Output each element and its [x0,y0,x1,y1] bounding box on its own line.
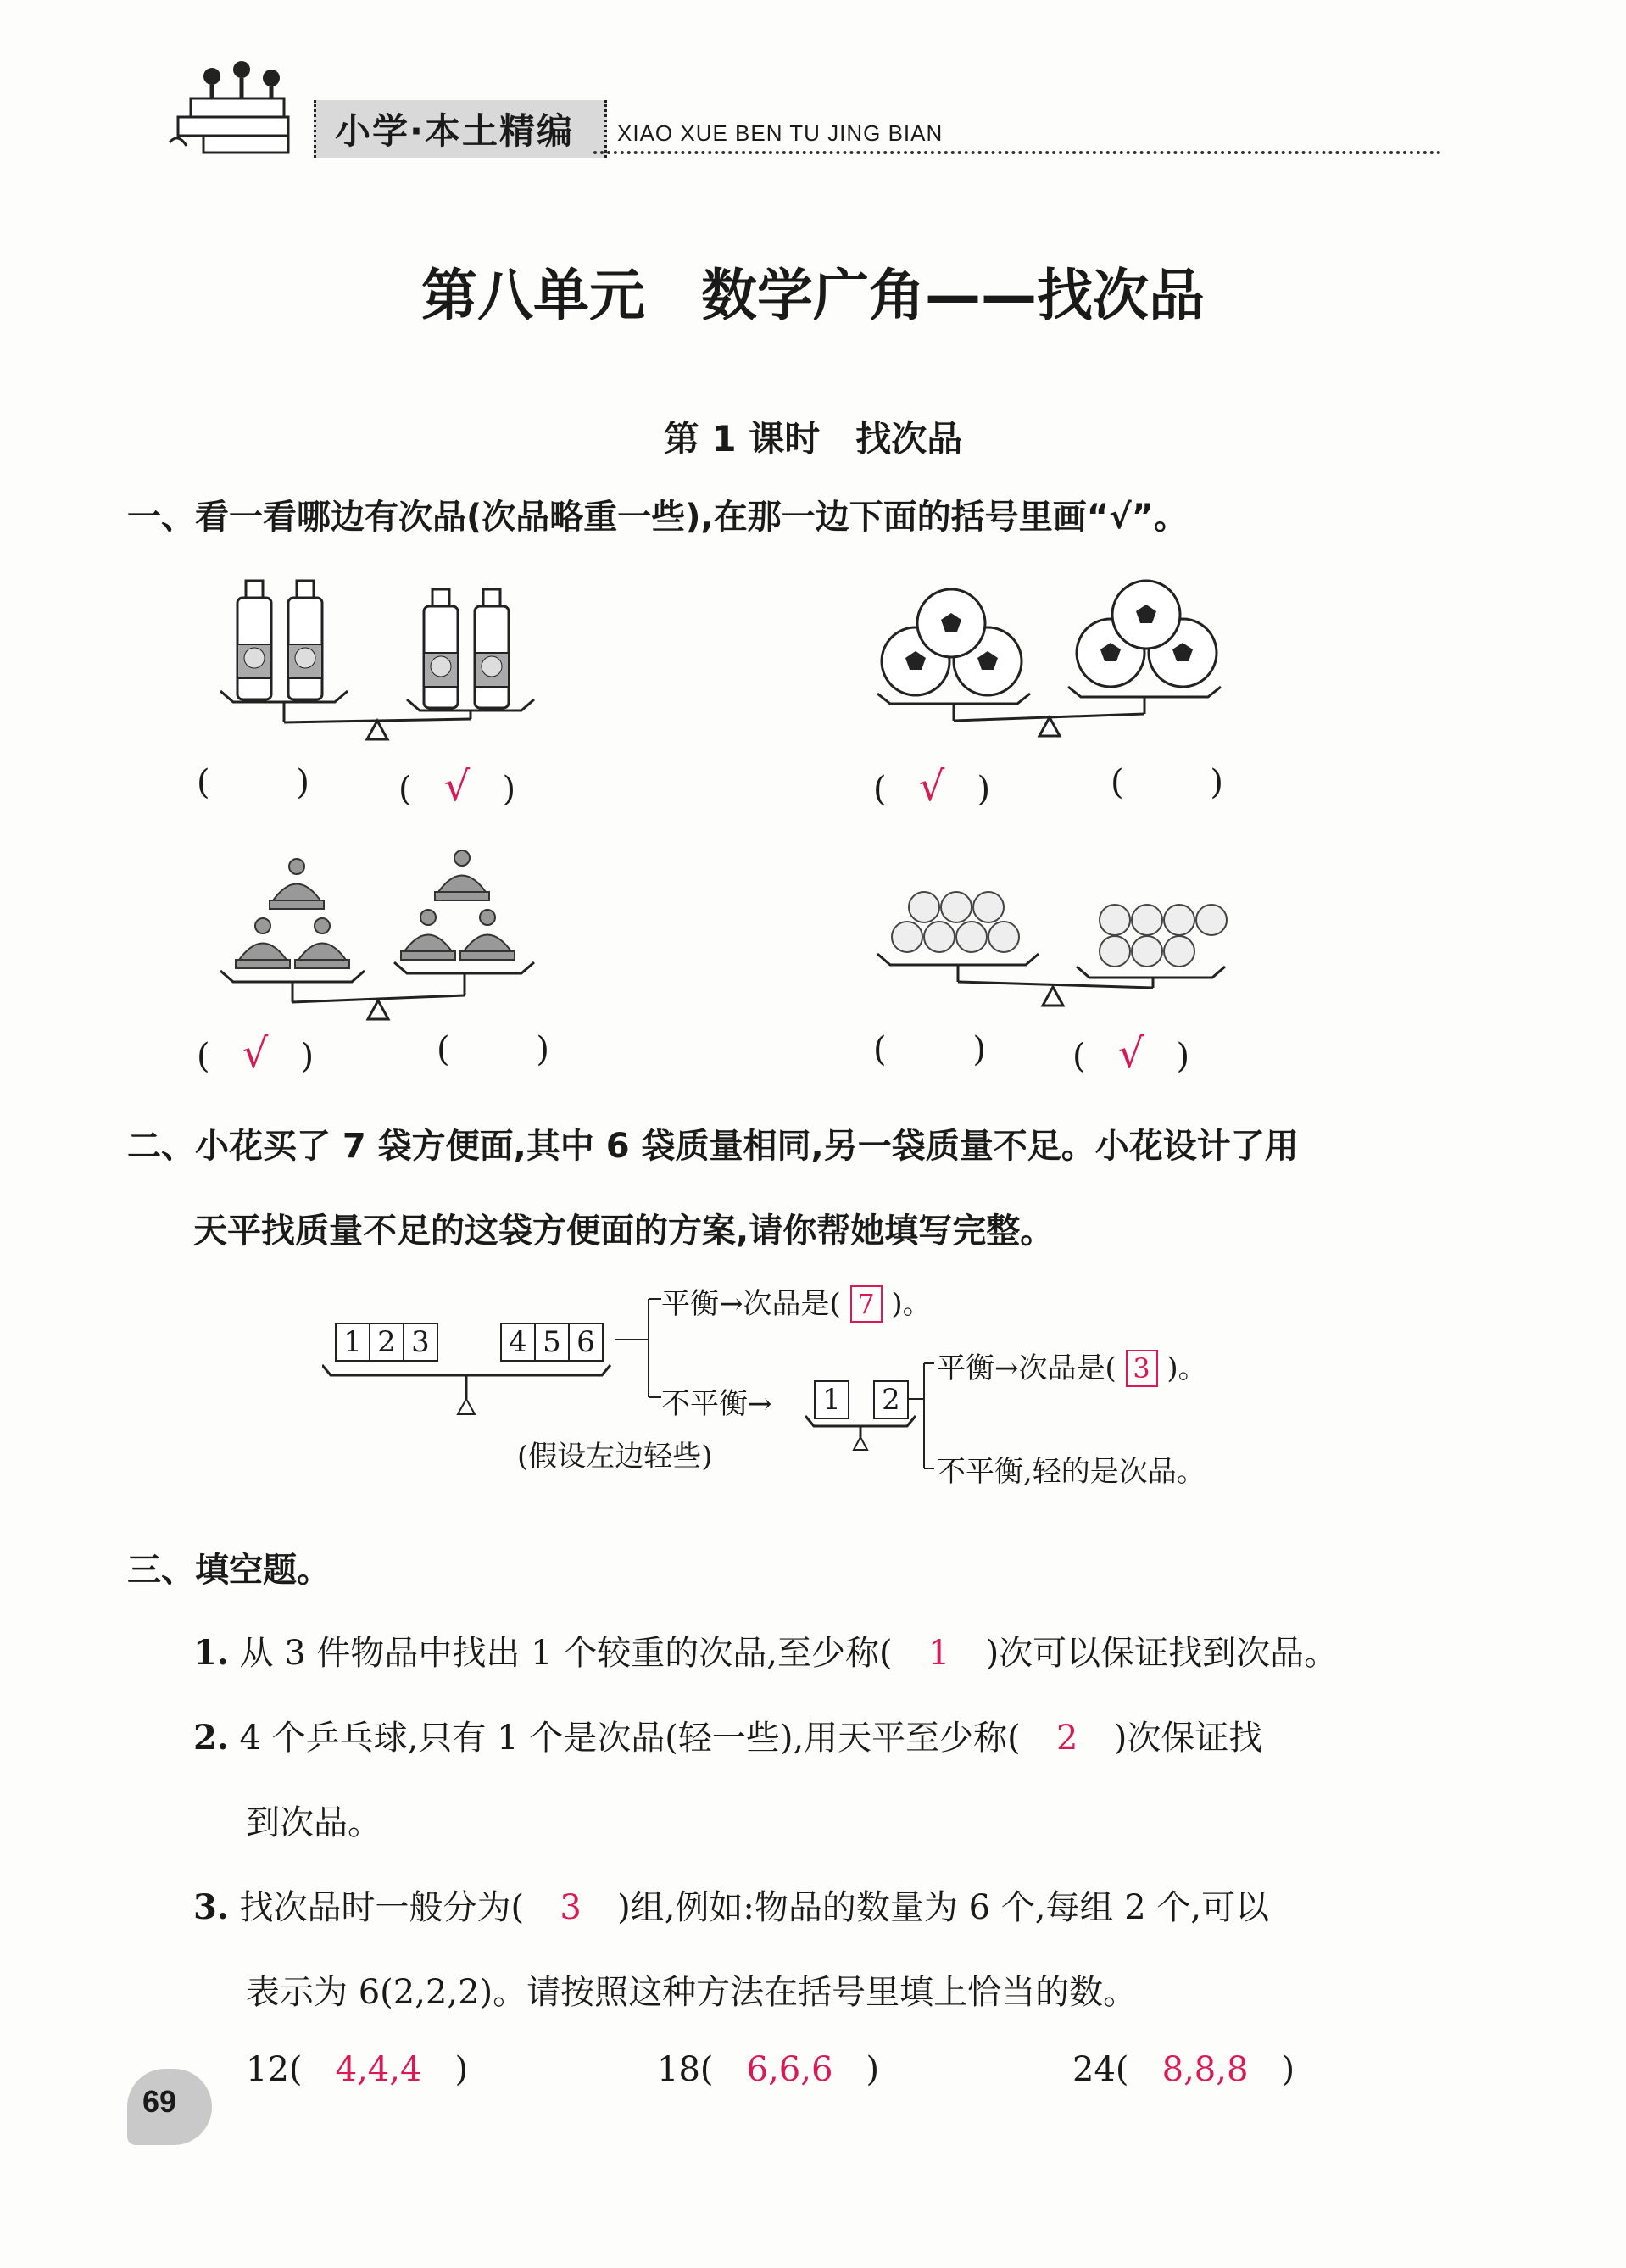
lesson-title: 第 1 课时 找次品 [663,418,963,460]
check-mark: √ [443,763,471,811]
unit-title: 第八单元 数学广角——找次品 [421,263,1205,328]
question-2-cont: 到次品。 [246,1803,381,1842]
item-box: 6 [570,1323,604,1362]
question-3: 3. 找次品时一般分为( 3 )组,例如:物品的数量为 6 个,每组 2 个,可以 [193,1887,1270,1927]
branch-unbalance: 不平衡→ [661,1387,772,1421]
scale-bottles [212,577,551,746]
item-box: 3 [404,1323,438,1362]
scale3-right-parens[interactable]: ( ) [437,1030,549,1069]
section3-heading: 三、填空题。 [127,1551,331,1590]
sub-branch-balance: 平衡→次品是( 3 )。 [937,1351,1207,1385]
scale1-left-parens[interactable]: ( ) [197,763,309,802]
series-title-pinyin: XIAO XUE BEN TU JING BIAN [617,120,944,146]
question-1: 1. 从 3 件物品中找出 1 个较重的次品,至少称( 1 )次可以保证找到次品。 [193,1633,1339,1673]
scale4-right-parens[interactable]: ( √ ) [1072,1030,1190,1078]
question-3-cont: 表示为 6(2,2,2)。请按照这种方法在括号里填上恰当的数。 [246,1973,1138,2012]
check-mark: √ [242,1030,269,1078]
fill-12: 12( 4,4,4 ) [246,2050,469,2089]
group-left-boxes [335,1323,438,1362]
answer-box[interactable]: 7 [850,1285,883,1323]
section2-heading-line2: 天平找质量不足的这袋方便面的方案,请你帮她填写完整。 [193,1212,1055,1251]
branch-balance: 平衡→次品是( 7 )。 [661,1287,932,1321]
item-box: 2 [370,1323,404,1362]
scale-knit-hats [212,848,551,1026]
assumption-note: (假设左边轻些) [517,1440,713,1474]
scale-soccer-balls [865,568,1229,746]
sub-branch-unbalance: 不平衡,轻的是次品。 [937,1455,1206,1489]
scale4-left-parens[interactable]: ( ) [873,1030,986,1069]
bottle-icon [237,581,509,708]
item-box: 4 [500,1323,536,1362]
answer-blank[interactable]: 2 [1056,1719,1078,1758]
answer-blank[interactable]: 4,4,4 [335,2050,422,2089]
question-2: 2. 4 个乒乓球,只有 1 个是次品(轻一些),用天平至少称( 2 )次保证找 [193,1718,1263,1758]
knit-hat-icon [236,850,515,968]
section1-heading: 一、看一看哪边有次品(次品略重一些),在那一边下面的括号里画“√”。 [127,498,1189,537]
soccer-ball-icon [882,581,1217,695]
answer-blank[interactable]: 6,6,6 [746,2050,833,2089]
section2-heading-line1: 二、小花买了 7 袋方便面,其中 6 袋质量相同,另一袋质量不足。小花设计了用 [127,1127,1299,1166]
series-title: 小学·本土精编 [335,110,574,152]
answer-blank[interactable]: 8,8,8 [1161,2050,1249,2089]
answer-blank[interactable]: 3 [560,1888,582,1927]
page-number: 69 [142,2084,177,2119]
answer-box[interactable]: 3 [1126,1350,1158,1387]
item-box: 1 [335,1323,370,1362]
sub-left-box: 1 [814,1380,849,1419]
scale2-right-parens[interactable]: ( ) [1111,763,1223,802]
baseball-icon [892,892,1227,967]
scale2-left-parens[interactable]: ( √ ) [873,763,991,811]
sub-right-box: 2 [873,1380,909,1419]
scale1-right-parens[interactable]: ( √ ) [398,763,516,811]
scale3-left-parens[interactable]: ( √ ) [197,1030,315,1078]
fill-24: 24( 8,8,8 ) [1072,2050,1295,2089]
check-mark: √ [918,763,945,811]
header-divider [593,151,1441,154]
fill-18: 18( 6,6,6 ) [657,2050,880,2089]
scale-baseballs [865,882,1229,1026]
item-box: 5 [536,1323,570,1362]
group-right-boxes [500,1323,604,1362]
weighing-flowchart [322,1280,1339,1501]
header-logo-illustration [161,58,305,159]
check-mark: √ [1117,1030,1144,1078]
answer-blank[interactable]: 1 [927,1634,950,1673]
